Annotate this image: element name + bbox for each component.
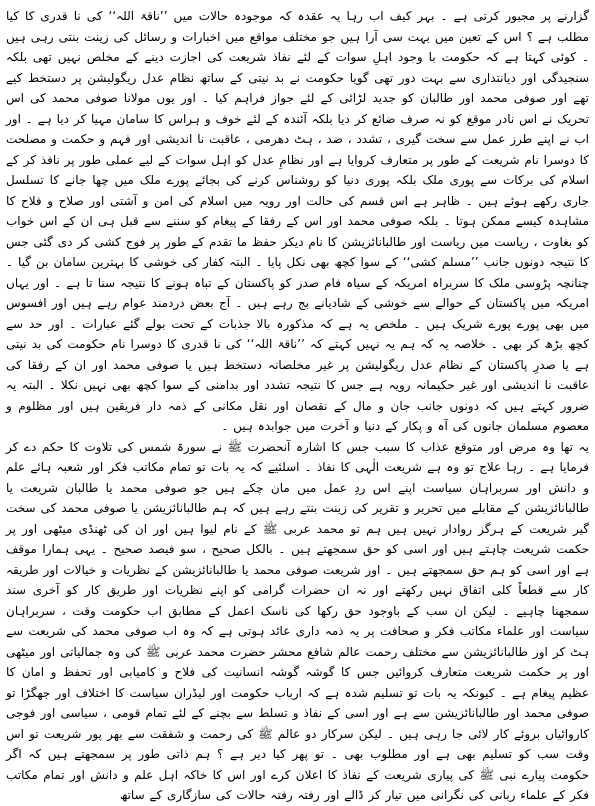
paragraph-2: یہ تھا وہ مرض اور متوقع عذاب کا سبب جس کا اشارہ آنحضرت ﷺ نے سورۃ شمس کی تلاوت کا حکم دے کر فرمایا ہے ۔ رہا علاج تو وہ ہے شریعت الٰہی کا نفاذ ۔ اسلئیے کہ یہ بات تو تمام مکاتب فکر اور شعبہ ہائے علم و دانش اور سربراہان سیاست اپنے اس ردِ عمل میں مان چکے ہیں جو صوفی محمد یا طالبان شریعت یا طالبانائزیشن کے مقابلے میں تحریر و تقریر کی زینت بنتے رہے ہیں کہ ہم طالبانائزیشن یا صوفی محمد کی سخت گیر شریعت کے ہرگز روادار نہیں ہیں ہم تو محمد عربی ﷺ کے نام لیوا ہیں اور ان کی ٹھنڈی میٹھی اور پر حکمت شریعت چاہتے ہیں اور اسی کو حق سمجھتے ہیں ۔ بالکل صحیح ، سو فیصد صحیح ۔ یہی ہمارا موقف ہے اور اسی کو ہم حق سمجھتے ہیں ۔ اور شریعت صوفی محمد یا طالبانائزیشن کے نظریات و خیالات اور طریقہ کار سے قطعاً کلی اتفاق نہیں رکھتے اور نہ ان حضرات گرامی کو اپنے نظریات اور طریق کار کو آخری سند سمجھنا چاہیے ۔ لیکن ان سب کے باوجود حق رکھا کی ناسک اعمل کے مطابق اب حکومت وقت ، سربراہان سیاست اور علماء مکاتب فکر و صحافت پر یہ ذمہ داری عائد ہوتی ہے کہ وہ اب صوفی محمد کی شریعت سے ہٹ کر اور طالبانائزیشن سے مختلف رحمت عالم شافع محشر حضرت محمد عربی ﷺ کی وہ جمالیاتی اور میٹھی اور پر حکمت شریعت متعارف کروائیں جس کا گوشہ گوشہ انسانیت کی فلاح و کامیابی اور تحفظ و امان کا عظیم پیغام ہے ۔ کیونکہ یہ بات تو تسلیم شدہ ہے کہ ارباب حکومت اور لیڈران سیاست کا اختلاف اور جھگڑا تو صوفی محمد اور طالبانائزیشن سے ہے اور اسی کے نفاذ و تسلط سے بچنے کے لئے تمام قومی ، سیاسی اور فوجی کاروائیاں بروئے کار لائی جا رہی ہیں ۔ لیکن سرکار دو عالم ﷺ کی رحمت و شفقت سے بھر پور شریعت تو اس وقت سب کو تسلیم بھی ہے اور مطلوب بھی ۔ تو پھر کیا دیر ہے ؟ ہم ذاتی طور پر سمجھتے ہیں کہ اگر حکومت پیارے نبی ﷺ کی پیاری شریعت کے نفاذ کا اعلان کرے اور اس کا خاکہ اہل علم و دانش اور تمام مکاتب فکر کے علماء ربانی کی نگرانی میں تیار کر ڈالے اور رفتہ رفتہ حالات کی سازگاری کے ساتھ [6,439,589,802]
paragraph-1: گزارنے پر مجبور کرتی ہے ۔ بہر کیف اب رہا یہ عقدہ کہ موجودہ حالات میں ’’ناقۃ اللہ‘‘ کی نا قدری کا کیا مطلب ہے ؟ اس کے تعین میں بہت سی آرا ہیں جو مختلف مواقع میں اخبارات و رسائل کی زینت بنتی رہی ہیں ۔ کوئی کہتا ہے کہ حکومت با وجود اہلِ سوات کے لئے نفاذ شریعت کی اجازت دینے کے مخلص نہیں تھی بلکہ سنجیدگی اور دیانتداری سے بہت دور تھی گویا حکومت نے بد نیتی کے ساتھ نظام عدل ریگولیشن پر دستخط کیے تھے اور صوفی محمد اور طالبان کو جدید لڑائی کے لئے جواز فراہم کیا ۔ اور یوں مولانا صوفی محمد کی اس تحریک نے اس نادر موقع کو نہ صرف ضائع کر دیا بلکہ آئندہ کے لئے خوف و ہراس کا سامان مہیا کر دیا ہے ۔ اور اب نے اپنے طرز عمل سے سخت گیری ، تشدد ، ضد ، ہٹ دھرمی ، عاقبت نا اندیشی اور فہم و حکمت و مصلحت کا دوسرا نام شریعت کے طور پر متعارف کروایا ہے اور نظامِ عدل کو اہل سوات کے لیے عملی طور پر نافذ کر کے اسلام کی برکات سے پوری ملک بلکہ پوری دنیا کو روشناس کرنے کی بجائے پورے ملک میں چھا جانے کا تسلسل جاری رکھے ہوئے ہیں ۔ ظاہر ہے اس قسم کی حالت اور رویہ میں اسلام کی امن و آشتی اور صلاح و فلاح کا مشاہدہ کیسے ممکن ہوتا ۔ بلکہ صوفی محمد اور اس کے رفقا کے پیغام کو سننے سے قبل ہی ان کے اس خواب کو بغاوت ، ریاست میں ریاست اور طالبانائزیشن کا نام دیکر حفظ ما تقدم کے طور پر فوج کشی کر دی گئی جس کا نتیجہ دونوں جانب ’’مسلم کشی‘‘ کے سوا کچھ بھی نکل پایا ۔ البتہ کفار کی خوشی کا بہترین سامان بن گیا ۔ چنانچہ پڑوسی ملک کا سربراہ امریکہ کے سیاہ فام صدر کو پاکستان کے تباہ ہونے کا نتیجہ سنا تا ہے ۔ اور یہاں امریکہ میں پاکستان کے حوالے سے خوشی کے شادیانے بج رہے ہیں ۔ آج بعض دردمند عوام رہے ہیں اور افسوس میں بھی پورے پورے شریک ہیں ۔ ملخص یہ ہے کہ مذکورہ بالا جذبات کے تحت بولے گئے عبارات ۔ اور حد سے کچھ بڑھ کر بھی ۔ خلاصہ یہ کہ ہم یہ نہیں کہتے کہ ’’ناقۃ اللہ‘‘ کی نا قدری کا دوسرا نام حکومت کی بد نیتی ہے یا صدرِ پاکستان کے نظام عدل ریگولیشن پر غیر مخلصانہ دستخط ہیں یا صوفی محمد اور ان کے رفقا کی عاقبت نا اندیشی اور غیر حکیمانہ رویہ ہے جس کا نتیجہ تشدد اور بدامنی کے سوا کچھ بھی نہیں نکلا ۔ البتہ یہ ضرور کہتے ہیں کہ دونوں جانب جان و مال کے نقصان اور نقل مکانی کے ذمہ دار فریقین ہیں اور مظلوم و معصوم مسلمان جانوں کی آہ و پکار کے دنیا و آخرت میں جوابدہ ہیں ۔ [6,9,589,433]
